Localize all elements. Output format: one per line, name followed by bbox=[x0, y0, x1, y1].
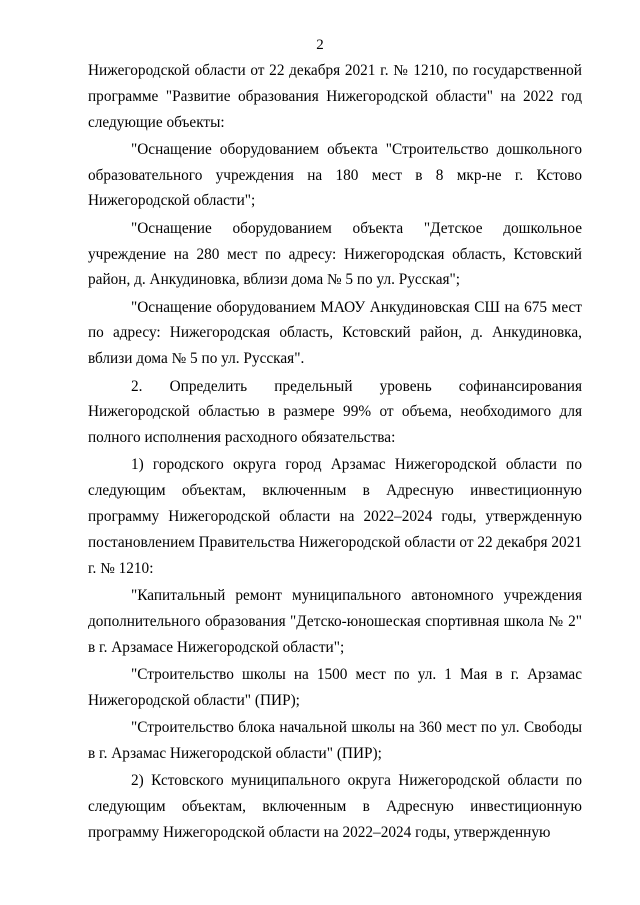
paragraph-subitem-1: 1) городского округа город Арзамас Нижегородской области по следующим объектам, включенным в Адресную инвестиционную программу Нижегородской области на 2022–2024 годы, утвержденную постановлением Правительства Нижегородской области от 22 декабря 2021 г. № 1210: bbox=[88, 456, 582, 577]
paragraph-object-school-1500: "Строительство школы на 1500 мест по ул. 1 Мая в г. Арзамас Нижегородской области" (ПИР); bbox=[88, 665, 582, 709]
paragraph-item-2: 2. Определить предельный уровень софинансирования Нижегородской областью в размере 99% от объема, необходимого для полного исполнения расходного обязательства: bbox=[88, 377, 582, 447]
paragraph-object-school-360: "Строительство блока начальной школы на 360 мест по ул. Свободы в г. Арзамас Нижегородской области" (ПИР); bbox=[88, 718, 582, 762]
paragraph-object-ankudinovka-kindergarten: "Оснащение оборудованием объекта "Детское дошкольное учреждение на 280 мест по адресу: Нижегородская область, Кстовский район, д. Анкудиновка, вблизи дома № 5 по ул. Русская"; bbox=[88, 219, 582, 289]
paragraph-object-kstovo-kindergarten: "Оснащение оборудованием объекта "Строительство дошкольного образовательного учреждения на 180 мест в 8 мкр-не г. Кстово Нижегородской области"; bbox=[88, 140, 582, 210]
document-body bbox=[88, 58, 582, 845]
page-number: 2 bbox=[316, 37, 324, 53]
paragraph-object-sports-school: "Капитальный ремонт муниципального автономного учреждения дополнительного образования "Детско-юношеская спортивная школа № 2" в г. Арзамасе Нижегородской области"; bbox=[88, 586, 582, 656]
paragraph-object-ankudinovka-school: "Оснащение оборудованием МАОУ Анкудиновская СШ на 675 мест по адресу: Нижегородская область, Кстовский район, д. Анкудиновка, вблизи дома № 5 по ул. Русская". bbox=[88, 298, 582, 368]
paragraph-subitem-2: 2) Кстовского муниципального округа Нижегородской области по следующим объектам, включенным в Адресную инвестиционную программу Нижегородской области на 2022–2024 годы, утвержденную bbox=[88, 772, 582, 841]
paragraph-continuation: Нижегородской области от 22 декабря 2021 г. № 1210, по государственной программе "Развитие образования Нижегородской области" на 2022 год следующие объекты: bbox=[88, 62, 582, 131]
